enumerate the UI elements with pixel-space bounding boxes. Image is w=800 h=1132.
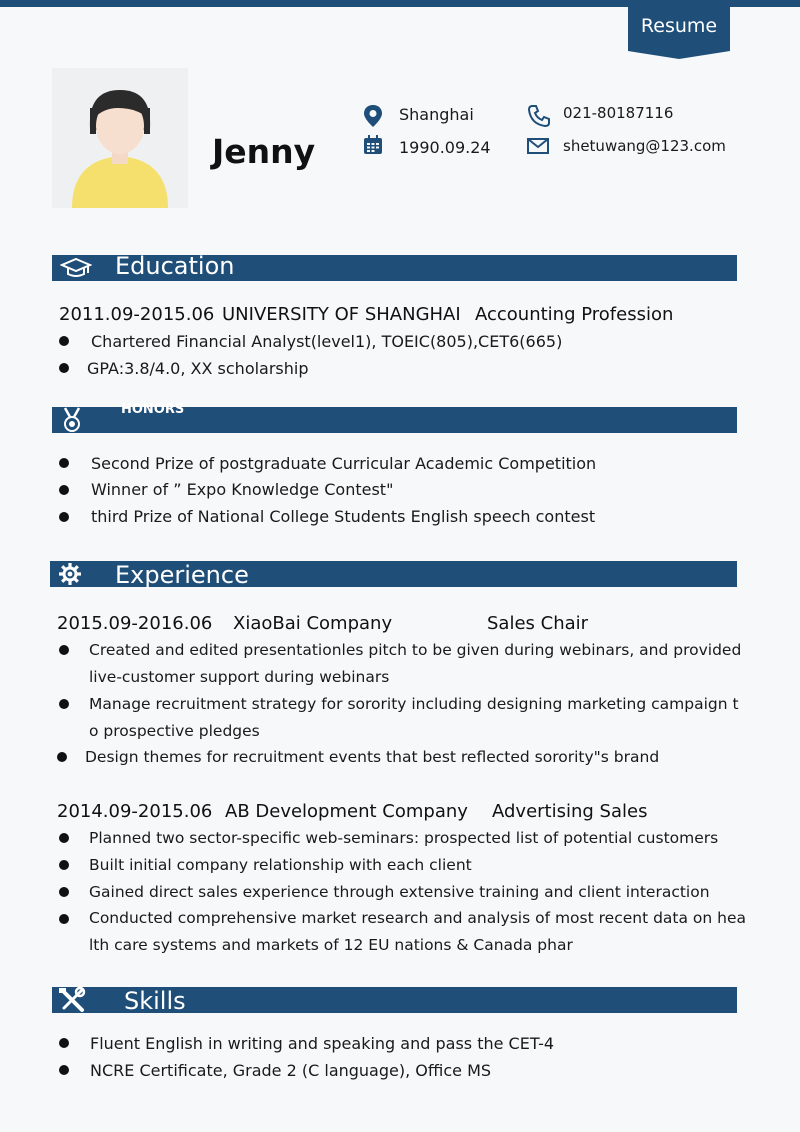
job-period: 2014.09-2015.06 [57, 801, 213, 822]
honors-title: HONORS [121, 402, 185, 417]
education-school: UNIVERSITY OF SHANGHAI [222, 304, 461, 325]
tools-icon [58, 987, 86, 1013]
location-icon [362, 104, 384, 128]
job-line: Manage recruitment strategy for sorority including designing marketing campaign t [89, 695, 739, 713]
calendar-icon [363, 135, 383, 155]
bullet [59, 887, 69, 897]
bullet [59, 458, 69, 468]
job-line: Gained direct sales experience through extensive training and client interaction [89, 883, 710, 901]
job-line: Conducted comprehensive market research and analysis of most recent data on hea [89, 909, 747, 927]
bullet [57, 752, 67, 762]
job-line: lth care systems and markets of 12 EU nations & Canada phar [89, 936, 573, 954]
education-item: GPA:3.8/4.0, XX scholarship [87, 359, 309, 378]
skills-item: Fluent English in writing and speaking and pass the CET-4 [90, 1034, 555, 1053]
job-line: Created and edited presentationles pitch to be given during webinars, and provided [89, 641, 742, 659]
phone-icon [527, 104, 551, 128]
bullet [59, 336, 69, 346]
skills-title: Skills [124, 987, 186, 1015]
job-line: Built initial company relationship with each client [89, 856, 472, 874]
job-company: XiaoBai Company [233, 613, 393, 634]
skills-item: NCRE Certificate, Grade 2 (C language), Office MS [90, 1061, 492, 1080]
education-title: Education [115, 252, 235, 280]
resume-tag-label: Resume [640, 15, 718, 37]
medal-icon [61, 407, 83, 433]
birth-text: 1990.09.24 [399, 138, 491, 157]
education-major: Accounting Profession [475, 304, 674, 325]
resume-tag [628, 7, 730, 59]
honors-item: Second Prize of postgraduate Curricular Academic Competition [91, 454, 597, 473]
bullet [59, 363, 69, 373]
bullet [59, 485, 69, 495]
experience-title: Experience [115, 561, 249, 589]
job-line: live-customer support during webinars [89, 668, 390, 686]
email-icon [527, 138, 549, 154]
email-text: shetuwang@123.com [563, 137, 726, 155]
honors-item: Winner of ” Expo Knowledge Contest" [91, 480, 394, 499]
job-line: Design themes for recruitment events that best reflected sorority"s brand [85, 748, 660, 766]
top-accent-bar [0, 0, 800, 7]
education-item: Chartered Financial Analyst(level1), TOEIC(805),CET6(665) [91, 332, 563, 351]
honors-item: third Prize of National College Students English speech contest [91, 507, 596, 526]
gear-icon [57, 561, 83, 587]
bullet [59, 1038, 69, 1048]
candidate-name: Jenny [212, 132, 316, 171]
graduation-cap-icon [60, 255, 92, 281]
education-period: 2011.09-2015.06 [59, 304, 215, 325]
bullet [59, 645, 69, 655]
job-line: o prospective pledges [89, 722, 260, 740]
bullet [59, 699, 69, 709]
avatar [52, 68, 188, 208]
bullet [59, 1065, 69, 1075]
bullet [59, 914, 69, 924]
bullet [59, 512, 69, 522]
job-line: Planned two sector-specific web-seminars: prospected list of potential customers [89, 829, 719, 847]
bullet [59, 860, 69, 870]
phone-text: 021-80187116 [563, 104, 674, 122]
job-company: AB Development Company [225, 801, 468, 822]
job-period: 2015.09-2016.06 [57, 613, 213, 634]
job-role: Advertising Sales [492, 801, 648, 822]
city-text: Shanghai [399, 105, 474, 124]
job-role: Sales Chair [487, 613, 589, 634]
bullet [59, 833, 69, 843]
